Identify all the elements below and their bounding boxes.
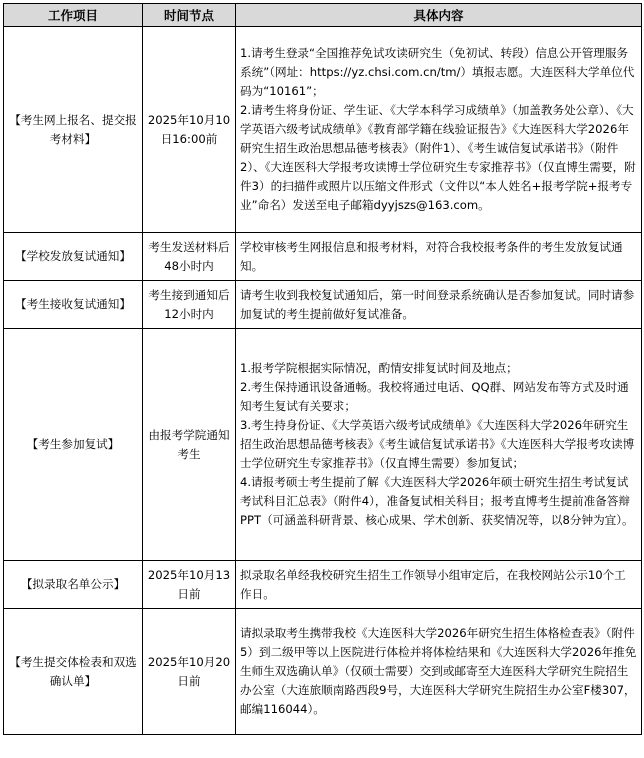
table-row [4, 281, 642, 329]
content-line: 3.考生持身份证、《大学英语六级考试成绩单》《大连医科大学2026年研究生招生政治思想品德考核表》《考生诚信复试承诺书》《大连医科大学报考攻读博士学位研究生专家推荐书》（仅直博生需要）参加复试； [240, 418, 635, 470]
content-line: 1.请考生登录“全国推荐免试攻读研究生（免初试、转段）信息公开管理服务系统”（网址：https://yz.chsi.com.cn/tm/）填报志愿。大连医科大学单位代码为“10161”； [240, 46, 635, 98]
content-line: 拟录取名单经我校研究生招生工作领导小组审定后，在我校网站公示10个工作日。 [240, 567, 626, 601]
row-item: 【考生参加复试】 [4, 329, 143, 561]
row-item: 【考生提交体检表和双选确认单】 [4, 609, 143, 735]
header-work-item: 工作项目 [4, 4, 143, 27]
row-time: 考生接到通知后12小时内 [143, 281, 236, 329]
row-content [236, 609, 642, 735]
content-line: 4.请报考硕士考生提前了解《大连医科大学2026年硕士研究生招生考试复试考试科目汇总表》（附件4），准备复试相关科目；报考直博考生提前准备答辩PPT（可涵盖科研背景、核心成果、学术创新、获奖情况等，以8分钟为宜）。 [240, 475, 634, 527]
content-line: 学校审核考生网报信息和报考材料，对符合我校报考条件的考生发放复试通知。 [240, 239, 623, 273]
schedule-table [3, 3, 642, 735]
header-row [4, 4, 642, 27]
row-item: 【学校发放复试通知】 [4, 233, 143, 281]
row-item: 【考生接收复试通知】 [4, 281, 143, 329]
row-content [236, 233, 642, 281]
row-time: 2025年10月20日前 [143, 609, 236, 735]
table-row [4, 329, 642, 561]
row-content [236, 561, 642, 609]
content-line: 请考生收到我校复试通知后，第一时间登录系统确认是否参加复试。同时请参加复试的考生提前做好复试准备。 [240, 287, 635, 321]
row-content [236, 329, 642, 561]
content-line: 2.考生保持通讯设备通畅。我校将通过电话、QQ群、网站发布等方式及时通知考生复试有关要求； [240, 380, 629, 413]
table-row [4, 561, 642, 609]
row-time: 2025年10月10日16:00前 [143, 27, 236, 233]
row-item: 【拟录取名单公示】 [4, 561, 143, 609]
content-line: 1.报考学院根据实际情况，酌情安排复试时间及地点； [240, 361, 518, 375]
row-time: 2025年10月13日前 [143, 561, 236, 609]
row-time: 考生发送材料后48小时内 [143, 233, 236, 281]
row-content [236, 27, 642, 233]
content-line: 2.请考生将身份证、学生证、《大学本科学习成绩单》（加盖教务处公章）、《大学英语六级考试成绩单》《教育部学籍在线验证报告》《大连医科大学2026年研究生招生政治思想品德考核表》（附件1）、《考生诚信复试承诺书》（附件2）、《大连医科大学报考攻读博士学位研究生专家推荐书》（仅直博生需要，附件3）的扫描件或照片以压缩文件形式（文件以“本人姓名+报考学院+报考专业”命名）发送至电子邮箱dyyjszs@163.com。 [240, 103, 636, 212]
row-item: 【考生网上报名、提交报考材料】 [4, 27, 143, 233]
table-row [4, 609, 642, 735]
row-content [236, 281, 642, 329]
table-row [4, 233, 642, 281]
header-time-node: 时间节点 [143, 4, 236, 27]
content-line: 请拟录取考生携带我校《大连医科大学2026年研究生招生体格检查表》（附件5）到二级甲等以上医院进行体检并将体检结果和《大连医科大学2026年推免生师生双选确认单》（仅硕士需要）交到或邮寄至大连医科大学研究生院招生办公室（大连旅顺南路西段9号，大连医科大学研究生院招生办公室F楼307，邮编116044）。 [240, 626, 637, 716]
header-content: 具体内容 [236, 4, 642, 27]
row-time: 由报考学院通知考生 [143, 329, 236, 561]
table-row [4, 27, 642, 233]
